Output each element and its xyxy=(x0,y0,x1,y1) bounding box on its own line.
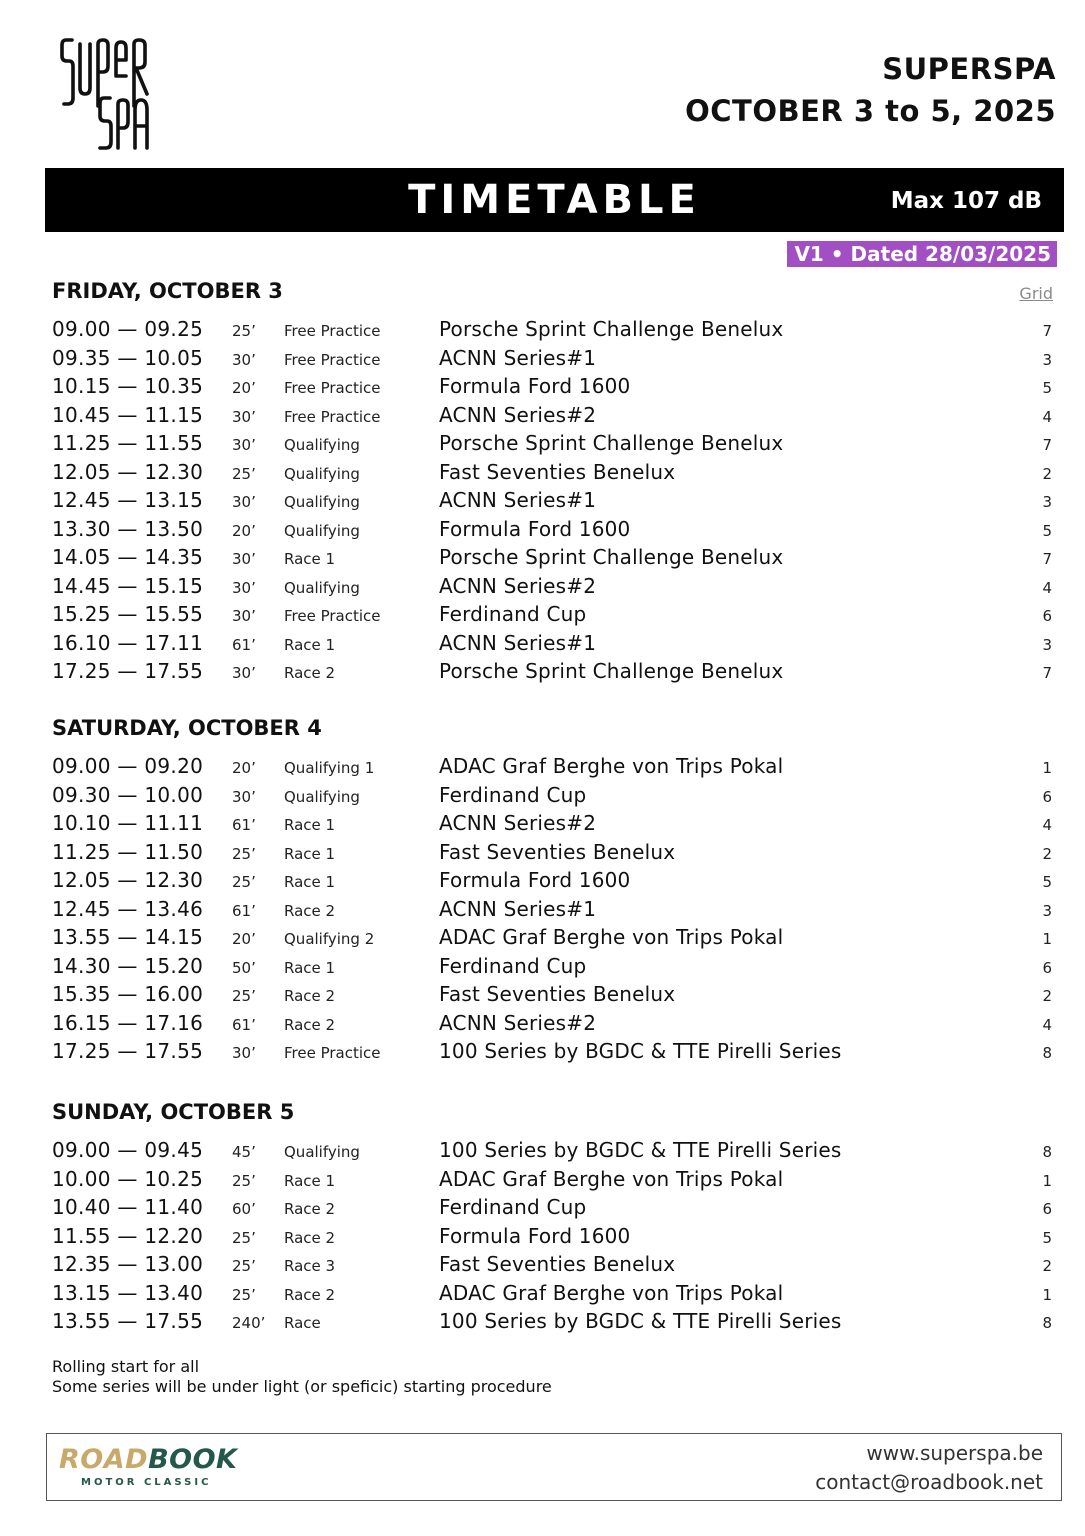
session-time: 17.25 — 17.55 xyxy=(52,659,204,683)
session-duration: 25’ xyxy=(232,1285,256,1304)
series-name: ADAC Graf Berghe von Trips Pokal xyxy=(439,1280,784,1305)
grid-number: 8 xyxy=(1042,1143,1052,1161)
grid-number: 8 xyxy=(1042,1044,1052,1062)
brand-subtitle: MOTOR CLASSIC xyxy=(81,1477,212,1488)
noise-limit: Max 107 dB xyxy=(890,188,1042,214)
event-name: SUPERSPA xyxy=(882,52,1056,86)
session-duration: 30’ xyxy=(232,1044,256,1062)
series-name: Formula Ford 1600 xyxy=(439,374,631,398)
session-type: Race 2 xyxy=(284,1228,336,1247)
session-duration: 30’ xyxy=(232,493,256,511)
session-type: Race 2 xyxy=(284,1285,336,1304)
series-name: 100 Series by BGDC & TTE Pirelli Series xyxy=(439,1039,842,1063)
session-row xyxy=(52,1010,1052,1039)
session-duration: 30’ xyxy=(232,787,256,806)
session-type: Qualifying 1 xyxy=(284,759,375,777)
session-row xyxy=(52,487,1052,516)
session-row xyxy=(52,573,1052,602)
brand-part2: BOOK xyxy=(148,1444,238,1475)
series-name: ACNN Series#1 xyxy=(439,896,597,921)
session-type: Free Practice xyxy=(284,407,381,426)
session-duration: 25’ xyxy=(232,1257,256,1275)
session-row xyxy=(52,516,1052,545)
series-name: ACNN Series#2 xyxy=(439,402,597,427)
session-type: Qualifying xyxy=(284,464,360,483)
session-type: Race xyxy=(284,1314,321,1332)
grid-number: 7 xyxy=(1042,322,1052,340)
series-name: Ferdinand Cup xyxy=(439,602,587,626)
session-row xyxy=(52,316,1052,345)
session-row xyxy=(52,1166,1052,1195)
session-duration: 20’ xyxy=(232,521,256,540)
session-type: Race 2 xyxy=(284,664,336,682)
note-line: Rolling start for all xyxy=(52,1357,200,1376)
session-time: 10.15 — 10.35 xyxy=(52,374,204,398)
session-row xyxy=(52,630,1052,659)
session-type: Free Practice xyxy=(284,379,381,397)
session-time: 14.05 — 14.35 xyxy=(52,545,204,569)
session-time: 13.15 — 13.40 xyxy=(52,1280,204,1305)
grid-number: 3 xyxy=(1042,350,1052,369)
session-row xyxy=(52,373,1052,402)
roadbook-logo xyxy=(59,1446,239,1488)
version-badge: V1 • Dated 28/03/2025 xyxy=(787,241,1057,267)
series-name: Porsche Sprint Challenge Benelux xyxy=(439,431,784,455)
session-time: 10.00 — 10.25 xyxy=(52,1166,204,1191)
session-type: Qualifying xyxy=(284,578,360,597)
session-duration: 60’ xyxy=(232,1200,256,1218)
grid-number: 7 xyxy=(1042,664,1052,682)
page-title: TIMETABLE xyxy=(408,177,701,223)
session-duration: 30’ xyxy=(232,550,256,568)
note-line: Some series will be under light (or speficic) starting procedure xyxy=(52,1377,552,1396)
day-friday xyxy=(52,280,1052,687)
series-name: 100 Series by BGDC & TTE Pirelli Series xyxy=(439,1138,842,1162)
session-list xyxy=(52,1137,1052,1337)
series-name: Porsche Sprint Challenge Benelux xyxy=(439,659,784,683)
series-name: 100 Series by BGDC & TTE Pirelli Series xyxy=(439,1309,842,1333)
footer xyxy=(46,1433,1062,1501)
session-row xyxy=(52,1280,1052,1309)
series-name: ACNN Series#1 xyxy=(439,630,597,655)
series-name: ADAC Graf Berghe von Trips Pokal xyxy=(439,1166,784,1191)
session-time: 12.05 — 12.30 xyxy=(52,459,204,484)
session-duration: 25’ xyxy=(232,987,256,1005)
series-name: Porsche Sprint Challenge Benelux xyxy=(439,317,784,341)
session-duration: 20’ xyxy=(232,930,256,948)
session-type: Race 1 xyxy=(284,958,336,977)
session-type: Free Practice xyxy=(284,607,381,625)
session-time: 14.30 — 15.20 xyxy=(52,953,204,978)
session-time: 16.10 — 17.11 xyxy=(52,630,204,655)
session-time: 11.55 — 12.20 xyxy=(52,1223,204,1248)
session-duration: 61’ xyxy=(232,635,256,654)
day-saturday xyxy=(52,717,1052,1067)
session-type: Qualifying xyxy=(284,493,360,511)
session-duration: 61’ xyxy=(232,816,256,834)
session-row xyxy=(52,1194,1052,1223)
session-duration: 45’ xyxy=(232,1143,256,1161)
session-row xyxy=(52,753,1052,782)
session-time: 09.00 — 09.45 xyxy=(52,1138,204,1162)
session-type: Qualifying xyxy=(284,787,360,806)
session-row xyxy=(52,544,1052,573)
session-type: Race 1 xyxy=(284,873,336,891)
brand-part1: ROAD xyxy=(59,1444,149,1475)
series-name: ACNN Series#1 xyxy=(439,488,597,512)
series-name: Fast Seventies Benelux xyxy=(439,839,676,864)
session-list xyxy=(52,316,1052,687)
session-row xyxy=(52,345,1052,374)
session-time: 12.45 — 13.46 xyxy=(52,896,204,921)
session-type: Race 1 xyxy=(284,635,336,654)
session-row xyxy=(52,1308,1052,1337)
website-link[interactable]: www.superspa.be xyxy=(866,1441,1043,1465)
session-time: 09.35 — 10.05 xyxy=(52,345,204,370)
series-name: Porsche Sprint Challenge Benelux xyxy=(439,545,784,569)
session-time: 10.45 — 11.15 xyxy=(52,402,204,427)
grid-number: 3 xyxy=(1042,493,1052,511)
event-dates: OCTOBER 3 to 5, 2025 xyxy=(685,94,1056,128)
session-row xyxy=(52,658,1052,687)
session-type: Free Practice xyxy=(284,1044,381,1062)
session-row xyxy=(52,953,1052,982)
grid-number: 4 xyxy=(1042,1015,1052,1034)
session-type: Race 2 xyxy=(284,901,336,920)
session-time: 13.55 — 14.15 xyxy=(52,925,204,949)
session-duration: 30’ xyxy=(232,578,256,597)
grid-number: 2 xyxy=(1042,987,1052,1005)
grid-column-header: Grid xyxy=(1019,284,1053,303)
series-name: Ferdinand Cup xyxy=(439,953,587,978)
series-name: Fast Seventies Benelux xyxy=(439,1252,676,1276)
session-type: Qualifying xyxy=(284,436,360,454)
session-time: 14.45 — 15.15 xyxy=(52,573,204,598)
session-row xyxy=(52,782,1052,811)
day-title: SATURDAY, OCTOBER 4 xyxy=(52,716,322,740)
series-name: Formula Ford 1600 xyxy=(439,1223,631,1248)
session-duration: 25’ xyxy=(232,322,256,340)
series-name: ACNN Series#1 xyxy=(439,345,597,370)
session-type: Race 2 xyxy=(284,1015,336,1034)
session-type: Race 2 xyxy=(284,1200,336,1218)
session-row xyxy=(52,896,1052,925)
grid-number: 2 xyxy=(1042,464,1052,483)
session-row xyxy=(52,1251,1052,1280)
grid-number: 4 xyxy=(1042,816,1052,834)
grid-number: 7 xyxy=(1042,550,1052,568)
session-time: 10.40 — 11.40 xyxy=(52,1195,204,1219)
series-name: Formula Ford 1600 xyxy=(439,516,631,541)
session-row xyxy=(52,1038,1052,1067)
session-row xyxy=(52,867,1052,896)
grid-number: 6 xyxy=(1042,607,1052,625)
grid-number: 1 xyxy=(1042,1171,1052,1190)
series-name: Ferdinand Cup xyxy=(439,1195,587,1219)
session-time: 10.10 — 11.11 xyxy=(52,811,204,835)
session-duration: 61’ xyxy=(232,1015,256,1034)
session-row xyxy=(52,459,1052,488)
series-name: ADAC Graf Berghe von Trips Pokal xyxy=(439,925,784,949)
session-row xyxy=(52,1137,1052,1166)
session-duration: 30’ xyxy=(232,350,256,369)
session-duration: 30’ xyxy=(232,407,256,426)
session-type: Race 2 xyxy=(284,987,336,1005)
grid-number: 6 xyxy=(1042,787,1052,806)
session-type: Qualifying xyxy=(284,1143,360,1161)
grid-number: 3 xyxy=(1042,901,1052,920)
grid-number: 2 xyxy=(1042,1257,1052,1275)
day-sunday xyxy=(52,1101,1052,1337)
day-title: FRIDAY, OCTOBER 3 xyxy=(52,279,283,303)
session-row xyxy=(52,924,1052,953)
session-type: Free Practice xyxy=(284,322,381,340)
session-type: Race 1 xyxy=(284,550,336,568)
session-type: Race 3 xyxy=(284,1257,336,1275)
session-time: 13.55 — 17.55 xyxy=(52,1309,204,1333)
session-duration: 20’ xyxy=(232,759,256,777)
session-time: 12.05 — 12.30 xyxy=(52,868,204,892)
series-name: Fast Seventies Benelux xyxy=(439,982,676,1006)
session-duration: 30’ xyxy=(232,607,256,625)
session-time: 12.35 — 13.00 xyxy=(52,1252,204,1276)
session-type: Race 1 xyxy=(284,1171,336,1190)
grid-number: 2 xyxy=(1042,844,1052,863)
grid-number: 4 xyxy=(1042,578,1052,597)
email-link[interactable]: contact@roadbook.net xyxy=(815,1470,1043,1494)
session-time: 09.30 — 10.00 xyxy=(52,782,204,807)
grid-number: 5 xyxy=(1042,379,1052,397)
series-name: Formula Ford 1600 xyxy=(439,868,631,892)
session-row xyxy=(52,810,1052,839)
session-time: 13.30 — 13.50 xyxy=(52,516,204,541)
session-time: 11.25 — 11.55 xyxy=(52,431,204,455)
session-duration: 25’ xyxy=(232,844,256,863)
session-duration: 25’ xyxy=(232,1171,256,1190)
grid-number: 1 xyxy=(1042,1285,1052,1304)
session-duration: 25’ xyxy=(232,464,256,483)
session-row xyxy=(52,1223,1052,1252)
series-name: Ferdinand Cup xyxy=(439,782,587,807)
session-duration: 50’ xyxy=(232,958,256,977)
session-duration: 20’ xyxy=(232,379,256,397)
grid-number: 6 xyxy=(1042,958,1052,977)
session-row xyxy=(52,601,1052,630)
session-type: Race 1 xyxy=(284,844,336,863)
session-time: 09.00 — 09.25 xyxy=(52,317,204,341)
grid-number: 1 xyxy=(1042,930,1052,948)
timetable-banner xyxy=(45,168,1064,232)
grid-number: 8 xyxy=(1042,1314,1052,1332)
session-time: 17.25 — 17.55 xyxy=(52,1039,204,1063)
grid-number: 5 xyxy=(1042,873,1052,891)
grid-number: 3 xyxy=(1042,635,1052,654)
session-time: 12.45 — 13.15 xyxy=(52,488,204,512)
session-row xyxy=(52,430,1052,459)
session-duration: 25’ xyxy=(232,873,256,891)
session-time: 15.25 — 15.55 xyxy=(52,602,204,626)
session-type: Free Practice xyxy=(284,350,381,369)
grid-number: 1 xyxy=(1042,759,1052,777)
session-duration: 61’ xyxy=(232,901,256,920)
session-list xyxy=(52,753,1052,1067)
notes xyxy=(52,1357,552,1397)
session-duration: 30’ xyxy=(232,436,256,454)
session-time: 16.15 — 17.16 xyxy=(52,1010,204,1035)
session-type: Qualifying 2 xyxy=(284,930,375,948)
session-time: 11.25 — 11.50 xyxy=(52,839,204,864)
grid-number: 4 xyxy=(1042,407,1052,426)
session-type: Race 1 xyxy=(284,816,336,834)
session-time: 15.35 — 16.00 xyxy=(52,982,204,1006)
grid-number: 5 xyxy=(1042,521,1052,540)
grid-number: 6 xyxy=(1042,1200,1052,1218)
session-duration: 240’ xyxy=(232,1314,266,1332)
session-duration: 30’ xyxy=(232,664,256,682)
session-type: Qualifying xyxy=(284,521,360,540)
series-name: Fast Seventies Benelux xyxy=(439,459,676,484)
day-title: SUNDAY, OCTOBER 5 xyxy=(52,1100,295,1124)
session-row xyxy=(52,981,1052,1010)
session-row xyxy=(52,839,1052,868)
session-time: 09.00 — 09.20 xyxy=(52,754,204,778)
series-name: ACNN Series#2 xyxy=(439,573,597,598)
grid-number: 7 xyxy=(1042,436,1052,454)
session-row xyxy=(52,402,1052,431)
event-header xyxy=(685,48,1056,132)
session-duration: 25’ xyxy=(232,1228,256,1247)
contact-info xyxy=(815,1439,1043,1497)
grid-number: 5 xyxy=(1042,1228,1052,1247)
series-name: ACNN Series#2 xyxy=(439,811,597,835)
series-name: ADAC Graf Berghe von Trips Pokal xyxy=(439,754,784,778)
superspa-logo xyxy=(58,36,158,152)
series-name: ACNN Series#2 xyxy=(439,1010,597,1035)
